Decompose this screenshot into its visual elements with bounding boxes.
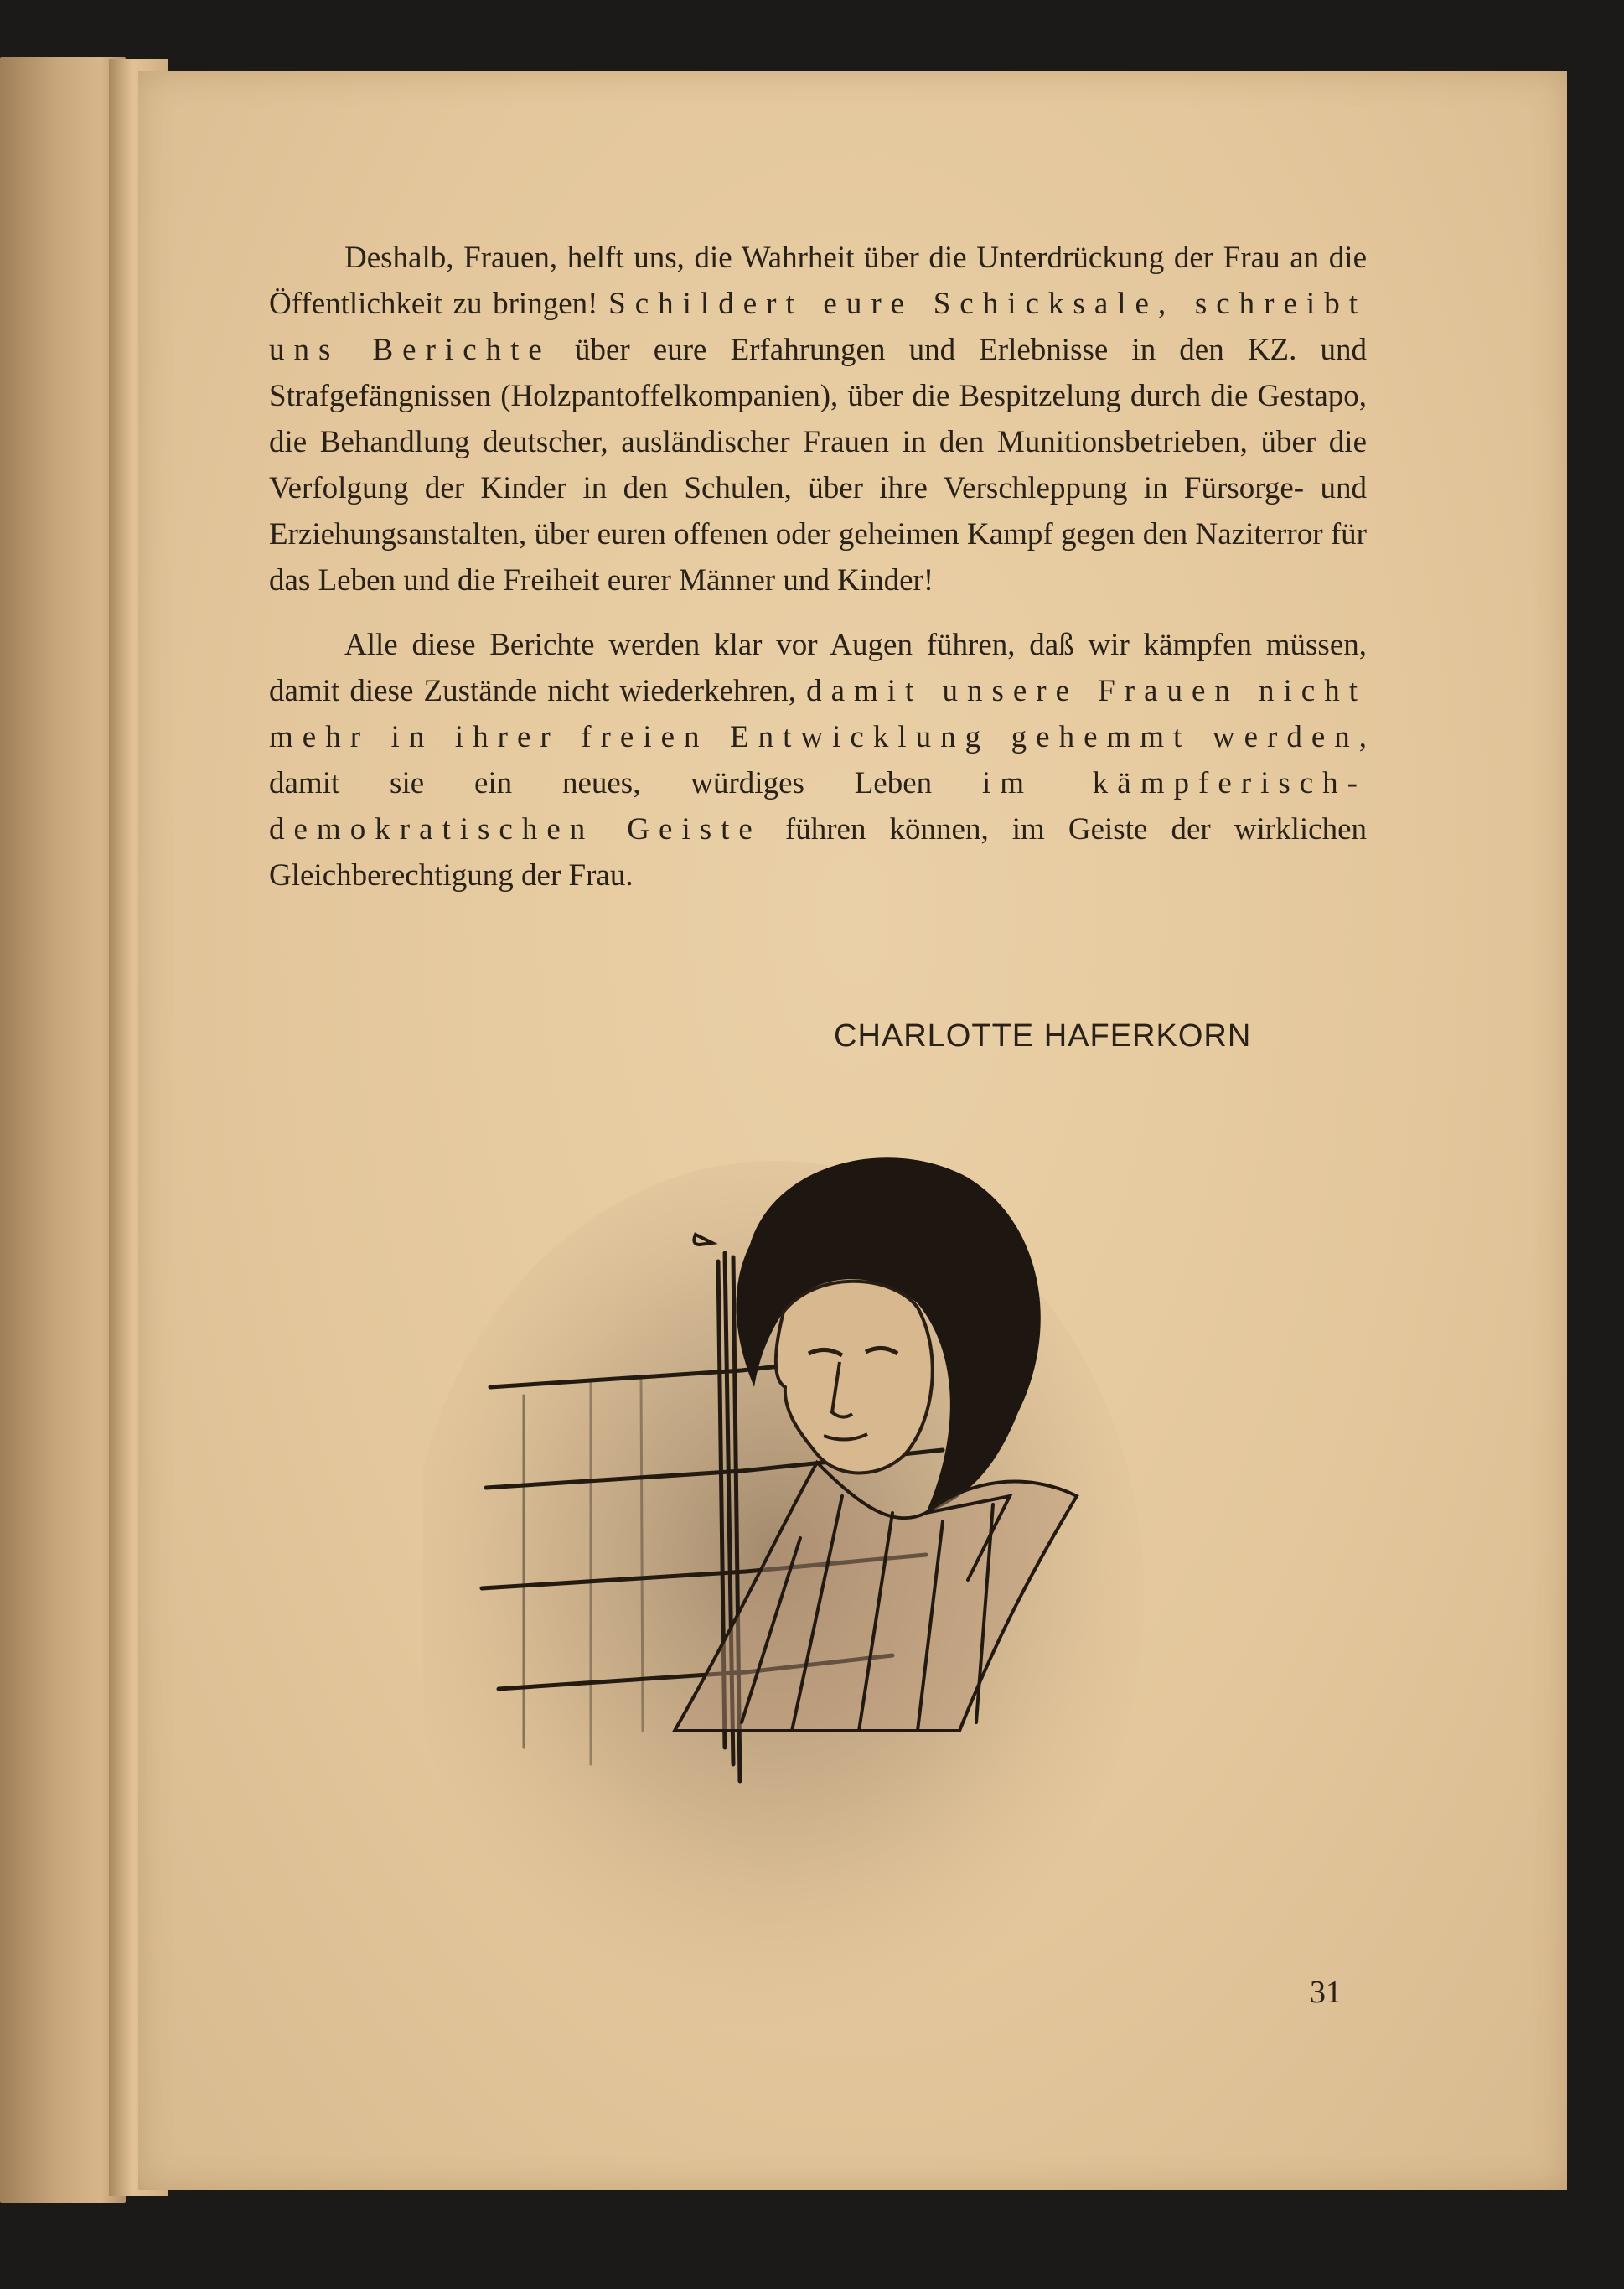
author-signature: CHARLOTTE HAFERKORN bbox=[834, 1018, 1252, 1054]
paragraph-1-text-b: über eure Erfahrungen und Erlebnisse in den KZ. und Strafgefängnissen (Holzpantoffelkompanien), über die Bespitzelung durch die Gestapo, die Behandlung deutscher, ausländischer Frauen in den Munitionsbetrieben, über die Verfolgung der Kinder in den Schulen, über ihre Verschleppung in Fürsorge- und Erziehungsanstalten, über euren offenen oder geheimen Kampf gegen den Naziterror für das Leben und die Freiheit eurer Männer und Kinder! bbox=[269, 333, 1368, 598]
paragraph-2-emphasis-b: im kämpferisch-demokratischen Geiste bbox=[269, 766, 1368, 847]
paragraph-2-text-c: führen können, im Geiste der wirklichen Gleichberechtigung der Frau. bbox=[269, 812, 1367, 893]
body-text bbox=[269, 235, 1367, 899]
paragraph-1-text-a: Deshalb, Frauen, helft uns, die Wahrheit über die Unterdrückung der Frau an die Öffentlichkeit zu bringen! bbox=[269, 241, 1367, 321]
woman-portrait-illustration bbox=[423, 1144, 1177, 2066]
paragraph-1-emphasis: Schildert eure Schicksale, schreibt uns Berichte bbox=[269, 287, 1367, 367]
book-page bbox=[138, 71, 1567, 2190]
paragraph-2-text-b: , damit sie ein neues, würdiges Leben bbox=[269, 720, 1367, 800]
page-number: 31 bbox=[1310, 1975, 1342, 2010]
paragraph-2-text-a: Alle diese Berichte werden klar vor Augen führen, daß wir kämpfen müssen, damit diese Zustände nicht wiederkehren, bbox=[269, 628, 1367, 708]
paragraph-1 bbox=[269, 235, 1367, 603]
left-page-edge bbox=[0, 57, 126, 2203]
paragraph-2 bbox=[269, 622, 1367, 899]
paragraph-2-emphasis-a: damit unsere Frauen nicht mehr in ihrer freien Entwicklung gehemmt werden bbox=[269, 674, 1367, 754]
